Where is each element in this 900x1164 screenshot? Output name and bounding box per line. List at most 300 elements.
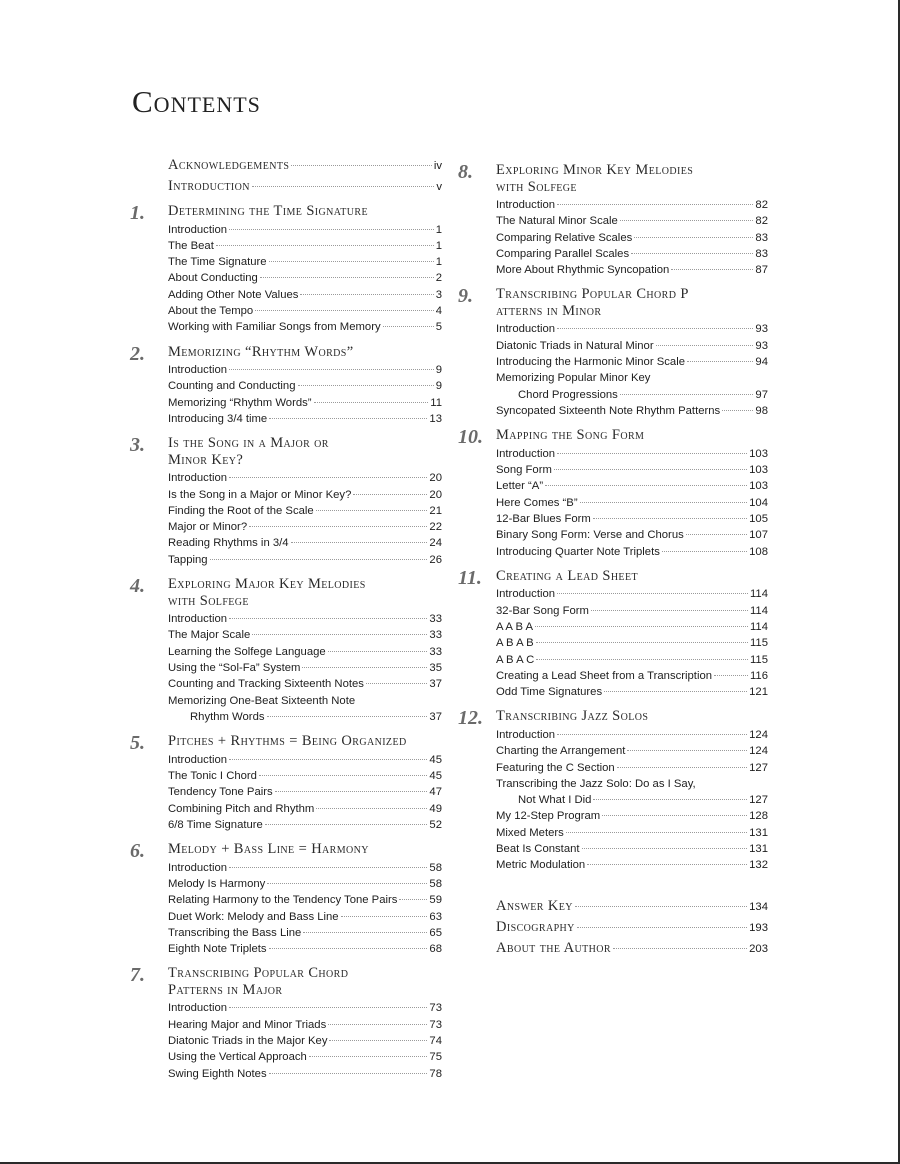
entry-page-number: 114: [749, 588, 768, 601]
toc-entry[interactable]: [168, 238, 442, 254]
spacer: [458, 874, 768, 898]
entry-page-number: 128: [749, 810, 768, 823]
chapter-heading[interactable]: [458, 566, 768, 589]
entry-page-number: 103: [749, 480, 768, 493]
chapter-title: Mapping the Song Form: [496, 427, 645, 444]
toc-entry[interactable]: [168, 503, 442, 519]
dot-leader: [366, 683, 427, 684]
toc-entry[interactable]: [496, 808, 768, 824]
toc-entry[interactable]: [496, 619, 768, 635]
toc-entry[interactable]: [168, 768, 442, 784]
entry-label: Counting and Conducting: [168, 380, 296, 393]
entry-page-number: 35: [429, 661, 442, 674]
toc-entry[interactable]: [496, 857, 768, 873]
toc-entry[interactable]: [168, 909, 442, 925]
entry-page-number: 4: [435, 304, 442, 317]
toc-entry[interactable]: [168, 378, 442, 394]
entry-page-number: 114: [749, 620, 768, 633]
entry-label: Melody Is Harmony: [168, 877, 266, 890]
chapter-title: Is the Song in a Major or: [168, 435, 329, 452]
dot-leader: [291, 165, 432, 166]
dot-leader: [252, 186, 434, 187]
entry-label: Eighth Note Triplets: [168, 943, 267, 956]
entry-page-number: 65: [429, 926, 442, 939]
dot-leader: [328, 1024, 427, 1025]
entry-label: Counting and Tracking Sixteenth Notes: [168, 678, 364, 691]
entry-label: Introducing the Harmonic Minor Scale: [496, 356, 685, 369]
toc-entry[interactable]: [496, 495, 768, 511]
entry-label: Combining Pitch and Rhythm: [168, 802, 315, 815]
chapter-title: Transcribing Popular Chord P: [496, 286, 689, 303]
toc-entry[interactable]: [168, 1017, 442, 1033]
chapter-heading[interactable]: [130, 840, 442, 863]
chapter-section: [130, 841, 442, 957]
entry-label: Memorizing One-Beat Sixteenth Note: [168, 694, 356, 707]
entry-label: The Tonic I Chord: [168, 769, 257, 782]
dot-leader: [602, 815, 747, 816]
toc-entry[interactable]: [496, 668, 768, 684]
toc-entry[interactable]: [168, 693, 442, 709]
entry-page-number: 116: [749, 669, 768, 682]
dot-leader: [269, 1073, 428, 1074]
toc-entry[interactable]: [168, 644, 442, 660]
chapter-heading[interactable]: [130, 342, 442, 365]
entry-page-number: 131: [749, 826, 768, 839]
entry-label: Diatonic Triads in the Major Key: [168, 1034, 328, 1047]
back-matter-page: 203: [749, 942, 768, 955]
toc-entry[interactable]: [168, 925, 442, 941]
dot-leader: [577, 927, 747, 928]
front-matter-page: iv: [433, 160, 442, 172]
entry-page-number: 20: [429, 488, 442, 501]
toc-entry[interactable]: [168, 892, 442, 908]
toc-entry[interactable]: [496, 246, 768, 262]
chapter-number: 10.: [458, 426, 483, 449]
toc-entry[interactable]: [496, 511, 768, 527]
dot-leader: [210, 559, 428, 560]
dot-leader: [536, 642, 748, 643]
toc-entry[interactable]: [168, 222, 442, 238]
entry-page-number: 114: [749, 604, 768, 617]
entry-page-number: 21: [429, 504, 442, 517]
chapter-heading[interactable]: [130, 732, 442, 755]
entry-label: A A B A: [496, 620, 534, 633]
entry-page-number: 127: [749, 794, 768, 807]
chapter-title: atterns in Minor: [496, 302, 602, 319]
entry-page-number: 132: [749, 859, 768, 872]
entry-label: Introduction: [168, 753, 228, 766]
entry-page-number: 93: [755, 323, 768, 336]
entry-page-number: 124: [749, 745, 768, 758]
dot-leader: [591, 610, 748, 611]
toc-entry[interactable]: [496, 825, 768, 841]
toc-entry[interactable]: [168, 319, 442, 335]
dot-leader: [267, 716, 428, 717]
dot-leader: [229, 867, 427, 868]
chapter-number: 6.: [130, 840, 145, 863]
page-title: Contents: [132, 84, 261, 119]
entry-page-number: 2: [435, 272, 442, 285]
dot-leader: [229, 477, 427, 478]
toc-entry[interactable]: [496, 586, 768, 602]
toc-entry[interactable]: [168, 1066, 442, 1082]
dot-leader: [593, 799, 747, 800]
dot-leader: [249, 526, 427, 527]
dot-leader: [587, 864, 747, 865]
toc-entry[interactable]: [168, 752, 442, 768]
chapter-heading[interactable]: [130, 575, 442, 609]
chapter-section: [130, 203, 442, 336]
entry-label: Song Form: [496, 464, 552, 477]
dot-leader: [604, 691, 747, 692]
toc-entry[interactable]: [496, 354, 768, 370]
dot-leader: [620, 220, 754, 221]
chapter-heading[interactable]: [458, 707, 768, 730]
toc-entry[interactable]: [168, 817, 442, 833]
toc-entry[interactable]: [168, 1033, 442, 1049]
entry-label: Memorizing Popular Minor Key: [496, 372, 651, 385]
dot-leader: [557, 593, 748, 594]
entry-label: Adding Other Note Values: [168, 288, 299, 301]
entry-page-number: 37: [429, 678, 442, 691]
toc-entry[interactable]: [168, 627, 442, 643]
dot-leader: [634, 237, 753, 238]
dot-leader: [662, 551, 747, 552]
toc-entry[interactable]: [496, 652, 768, 668]
toc-entry[interactable]: [496, 370, 768, 386]
chapter-title: Pitches + Rhythms = Being Organized: [168, 733, 407, 750]
back-matter-item[interactable]: [458, 898, 768, 915]
entry-label: Using the “Sol-Fa” System: [168, 661, 301, 674]
dot-leader: [613, 948, 747, 949]
toc-entry[interactable]: [168, 941, 442, 957]
entry-page-number: 33: [429, 629, 442, 642]
toc-entry[interactable]: [168, 1000, 442, 1016]
chapter-section: [130, 733, 442, 833]
dot-leader: [252, 634, 427, 635]
entry-page-number: 5: [435, 321, 442, 334]
dot-leader: [269, 261, 434, 262]
dot-leader: [714, 675, 748, 676]
toc-entry[interactable]: [496, 338, 768, 354]
chapter-section: [130, 576, 442, 725]
entry-label: Transcribing the Jazz Solo: Do as I Say,: [496, 777, 696, 790]
back-matter-label: Discography: [496, 918, 575, 935]
back-matter-label: Answer Key: [496, 897, 573, 914]
toc-entry[interactable]: [496, 760, 768, 776]
back-matter-label: About the Author: [496, 939, 611, 956]
entry-page-number: 45: [429, 753, 442, 766]
toc-entry[interactable]: [496, 462, 768, 478]
entry-label: Creating a Lead Sheet from a Transcription: [496, 669, 713, 682]
entry-page-number: 103: [749, 464, 768, 477]
chapter-number: 9.: [458, 285, 473, 308]
entry-page-number: 13: [429, 412, 442, 425]
dot-leader: [229, 1007, 427, 1008]
chapter-number: 8.: [458, 161, 473, 183]
chapter-heading[interactable]: [458, 426, 768, 449]
entry-page-number: 52: [429, 818, 442, 831]
entry-page-number: 59: [429, 894, 442, 907]
entry-label: Is the Song in a Major or Minor Key?: [168, 488, 352, 501]
entry-page-number: 104: [749, 496, 768, 509]
toc-entry[interactable]: [496, 684, 768, 700]
toc-entry[interactable]: [496, 776, 768, 792]
entry-label: Charting the Arrangement: [496, 745, 626, 758]
toc-entry[interactable]: [496, 544, 768, 560]
chapter-heading[interactable]: [130, 202, 442, 224]
dot-leader: [269, 418, 427, 419]
entry-label: Learning the Solfege Language: [168, 645, 326, 658]
entry-label: Syncopated Sixteenth Note Rhythm Patterns: [496, 404, 721, 417]
entry-label: Beat Is Constant: [496, 843, 580, 855]
entry-label: Featuring the C Section: [496, 761, 615, 774]
entry-page-number: 20: [429, 472, 442, 485]
entry-label: Memorizing “Rhythm Words”: [168, 396, 312, 409]
entry-label: Odd Time Signatures: [496, 686, 603, 699]
entry-label: Introduction: [496, 199, 556, 211]
toc-entry[interactable]: [168, 876, 442, 892]
chapter-title: Creating a Lead Sheet: [496, 567, 638, 584]
toc-entry[interactable]: [168, 395, 442, 411]
chapter-section: [458, 708, 768, 873]
entry-label: A B A C: [496, 653, 535, 666]
entry-page-number: 87: [755, 264, 768, 277]
dot-leader: [582, 848, 748, 849]
entry-label: Introduction: [496, 323, 556, 336]
toc-entry[interactable]: [496, 262, 768, 278]
entry-label: Tendency Tone Pairs: [168, 786, 273, 799]
back-matter-item[interactable]: [458, 919, 768, 936]
chapter-section: [458, 568, 768, 701]
dot-leader: [554, 469, 747, 470]
chapter-number: 11.: [458, 566, 482, 589]
toc-entry[interactable]: [168, 611, 442, 627]
dot-leader: [557, 734, 747, 735]
entry-label: Relating Harmony to the Tendency Tone Pairs: [168, 894, 398, 907]
chapter-title: Minor Key?: [168, 451, 244, 468]
front-matter-item[interactable]: [130, 157, 442, 174]
entry-label: Using the Vertical Approach: [168, 1051, 307, 1064]
toc-entry[interactable]: [496, 446, 768, 462]
dot-leader: [593, 518, 747, 519]
entry-label: Comparing Relative Scales: [496, 231, 633, 244]
entry-label: Rhythm Words: [190, 710, 265, 723]
entry-label: Duet Work: Melody and Bass Line: [168, 910, 339, 923]
dot-leader: [557, 204, 753, 205]
entry-page-number: 108: [749, 545, 768, 558]
dot-leader: [383, 326, 434, 327]
toc-entry[interactable]: [168, 801, 442, 817]
toc-entry[interactable]: [168, 487, 442, 503]
entry-page-number: 83: [755, 231, 768, 244]
chapter-section: [458, 427, 768, 560]
dot-leader: [656, 345, 754, 346]
toc-entry[interactable]: [168, 470, 442, 486]
toc-entry[interactable]: [496, 387, 768, 403]
entry-label: Introduction: [168, 223, 228, 236]
toc-entry[interactable]: [168, 709, 442, 725]
entry-label: Comparing Parallel Scales: [496, 247, 630, 260]
toc-entry[interactable]: [168, 660, 442, 676]
entry-page-number: 115: [749, 653, 768, 666]
toc-entry[interactable]: [168, 411, 442, 427]
entry-label: Introduction: [168, 613, 228, 626]
entry-label: Letter “A”: [496, 480, 544, 493]
entry-label: Swing Eighth Notes: [168, 1067, 267, 1080]
entry-page-number: 115: [749, 637, 768, 650]
entry-label: A B A B: [496, 637, 534, 650]
dot-leader: [309, 1056, 428, 1057]
dot-leader: [535, 626, 748, 627]
dot-leader: [671, 269, 753, 270]
back-matter-item[interactable]: [458, 940, 768, 957]
toc-entry[interactable]: [496, 792, 768, 808]
entry-label: Introducing 3/4 time: [168, 412, 268, 425]
entry-page-number: 26: [429, 553, 442, 566]
entry-label: Metric Modulation: [496, 859, 586, 872]
entry-page-number: 68: [429, 943, 442, 956]
toc-entry[interactable]: [496, 321, 768, 337]
entry-page-number: 22: [429, 521, 442, 534]
chapter-number: 3.: [130, 434, 145, 457]
entry-label: Here Comes “B”: [496, 496, 578, 509]
entry-page-number: 73: [429, 1018, 442, 1031]
dot-leader: [627, 750, 747, 751]
toc-entry[interactable]: [168, 535, 442, 551]
entry-page-number: 1: [435, 223, 442, 236]
toc-entry[interactable]: [496, 727, 768, 743]
entry-page-number: 105: [749, 512, 768, 525]
dot-leader: [617, 767, 747, 768]
dot-leader: [275, 791, 428, 792]
toc-entry[interactable]: [168, 1049, 442, 1065]
toc-entry[interactable]: [496, 603, 768, 619]
dot-leader: [229, 759, 427, 760]
chapter-title: with Solfege: [168, 592, 249, 609]
entry-label: Hearing Major and Minor Triads: [168, 1018, 327, 1031]
toc-entry[interactable]: [496, 230, 768, 246]
dot-leader: [259, 775, 427, 776]
entry-label: Major or Minor?: [168, 521, 248, 534]
dot-leader: [557, 453, 747, 454]
entry-page-number: 82: [755, 199, 768, 211]
chapter-number: 5.: [130, 732, 145, 755]
entry-page-number: 97: [755, 388, 768, 401]
chapter-number: 4.: [130, 575, 145, 598]
toc-entry[interactable]: [168, 784, 442, 800]
chapter-heading[interactable]: [130, 964, 442, 998]
dot-leader: [216, 245, 434, 246]
entry-label: More About Rhythmic Syncopation: [496, 264, 670, 277]
entry-page-number: 3: [435, 288, 442, 301]
entry-page-number: 103: [749, 447, 768, 460]
entry-label: Tapping: [168, 553, 208, 566]
entry-page-number: 58: [429, 877, 442, 890]
toc-entry[interactable]: [496, 478, 768, 494]
toc-entry[interactable]: [168, 676, 442, 692]
entry-label: The Time Signature: [168, 256, 267, 269]
toc-entry[interactable]: [168, 303, 442, 319]
toc-entry[interactable]: [168, 552, 442, 568]
entry-label: Introduction: [496, 588, 556, 601]
dot-leader: [328, 651, 428, 652]
entry-label: Working with Familiar Songs from Memory: [168, 321, 381, 334]
chapter-heading[interactable]: [458, 285, 768, 319]
entry-label: Reading Rhythms in 3/4: [168, 537, 289, 550]
dot-leader: [260, 277, 434, 278]
toc-entry[interactable]: [496, 635, 768, 651]
toc-entry[interactable]: [496, 403, 768, 419]
chapter-title: Memorizing “Rhythm Words”: [168, 343, 354, 360]
entry-label: Introducing Quarter Note Triplets: [496, 545, 660, 558]
entry-label: Not What I Did: [518, 794, 592, 807]
entry-page-number: 83: [755, 247, 768, 260]
dot-leader: [300, 294, 433, 295]
toc-entry[interactable]: [168, 254, 442, 270]
entry-page-number: 131: [749, 843, 768, 855]
entry-page-number: 24: [429, 537, 442, 550]
toc-entry[interactable]: [496, 527, 768, 543]
entry-label: Mixed Meters: [496, 826, 564, 839]
entry-page-number: 45: [429, 769, 442, 782]
entry-page-number: 47: [429, 786, 442, 799]
dot-leader: [341, 916, 428, 917]
toc-entry[interactable]: [168, 287, 442, 303]
toc-entry[interactable]: [168, 860, 442, 876]
entry-label: Introduction: [168, 861, 228, 874]
toc-entry[interactable]: [168, 270, 442, 286]
entry-label: 32-Bar Song Form: [496, 604, 589, 617]
toc-entry[interactable]: [496, 743, 768, 759]
chapter-heading[interactable]: [130, 434, 442, 468]
entry-page-number: 93: [755, 339, 768, 352]
toc-entry[interactable]: [496, 213, 768, 229]
toc-entry[interactable]: [496, 197, 768, 213]
chapter-title: Determining the Time Signature: [168, 203, 368, 219]
entry-page-number: 124: [749, 728, 768, 741]
dot-leader: [267, 883, 427, 884]
dot-leader: [686, 534, 747, 535]
entry-label: About the Tempo: [168, 304, 254, 317]
chapter-title: Exploring Minor Key Melodies: [496, 162, 694, 178]
dot-leader: [687, 361, 753, 362]
toc-entry[interactable]: [496, 841, 768, 857]
dot-leader: [298, 385, 434, 386]
chapter-heading[interactable]: [458, 161, 768, 195]
dot-leader: [580, 502, 748, 503]
entry-label: The Beat: [168, 239, 214, 252]
entry-page-number: 49: [429, 802, 442, 815]
chapter-section: [130, 435, 442, 568]
back-matter-page: 193: [749, 921, 768, 934]
entry-page-number: 58: [429, 861, 442, 874]
entry-page-number: 75: [429, 1051, 442, 1064]
back-matter-page: 134: [749, 900, 768, 913]
dot-leader: [545, 485, 747, 486]
chapter-section: [130, 344, 442, 428]
entry-page-number: 127: [749, 761, 768, 774]
dot-leader: [291, 542, 428, 543]
chapter-number: 2.: [130, 342, 145, 365]
dot-leader: [557, 328, 753, 329]
front-matter-item[interactable]: [130, 178, 442, 195]
dot-leader: [316, 808, 427, 809]
toc-entry[interactable]: [168, 519, 442, 535]
dot-leader: [722, 410, 753, 411]
dot-leader: [399, 899, 427, 900]
toc-entry[interactable]: [168, 362, 442, 378]
